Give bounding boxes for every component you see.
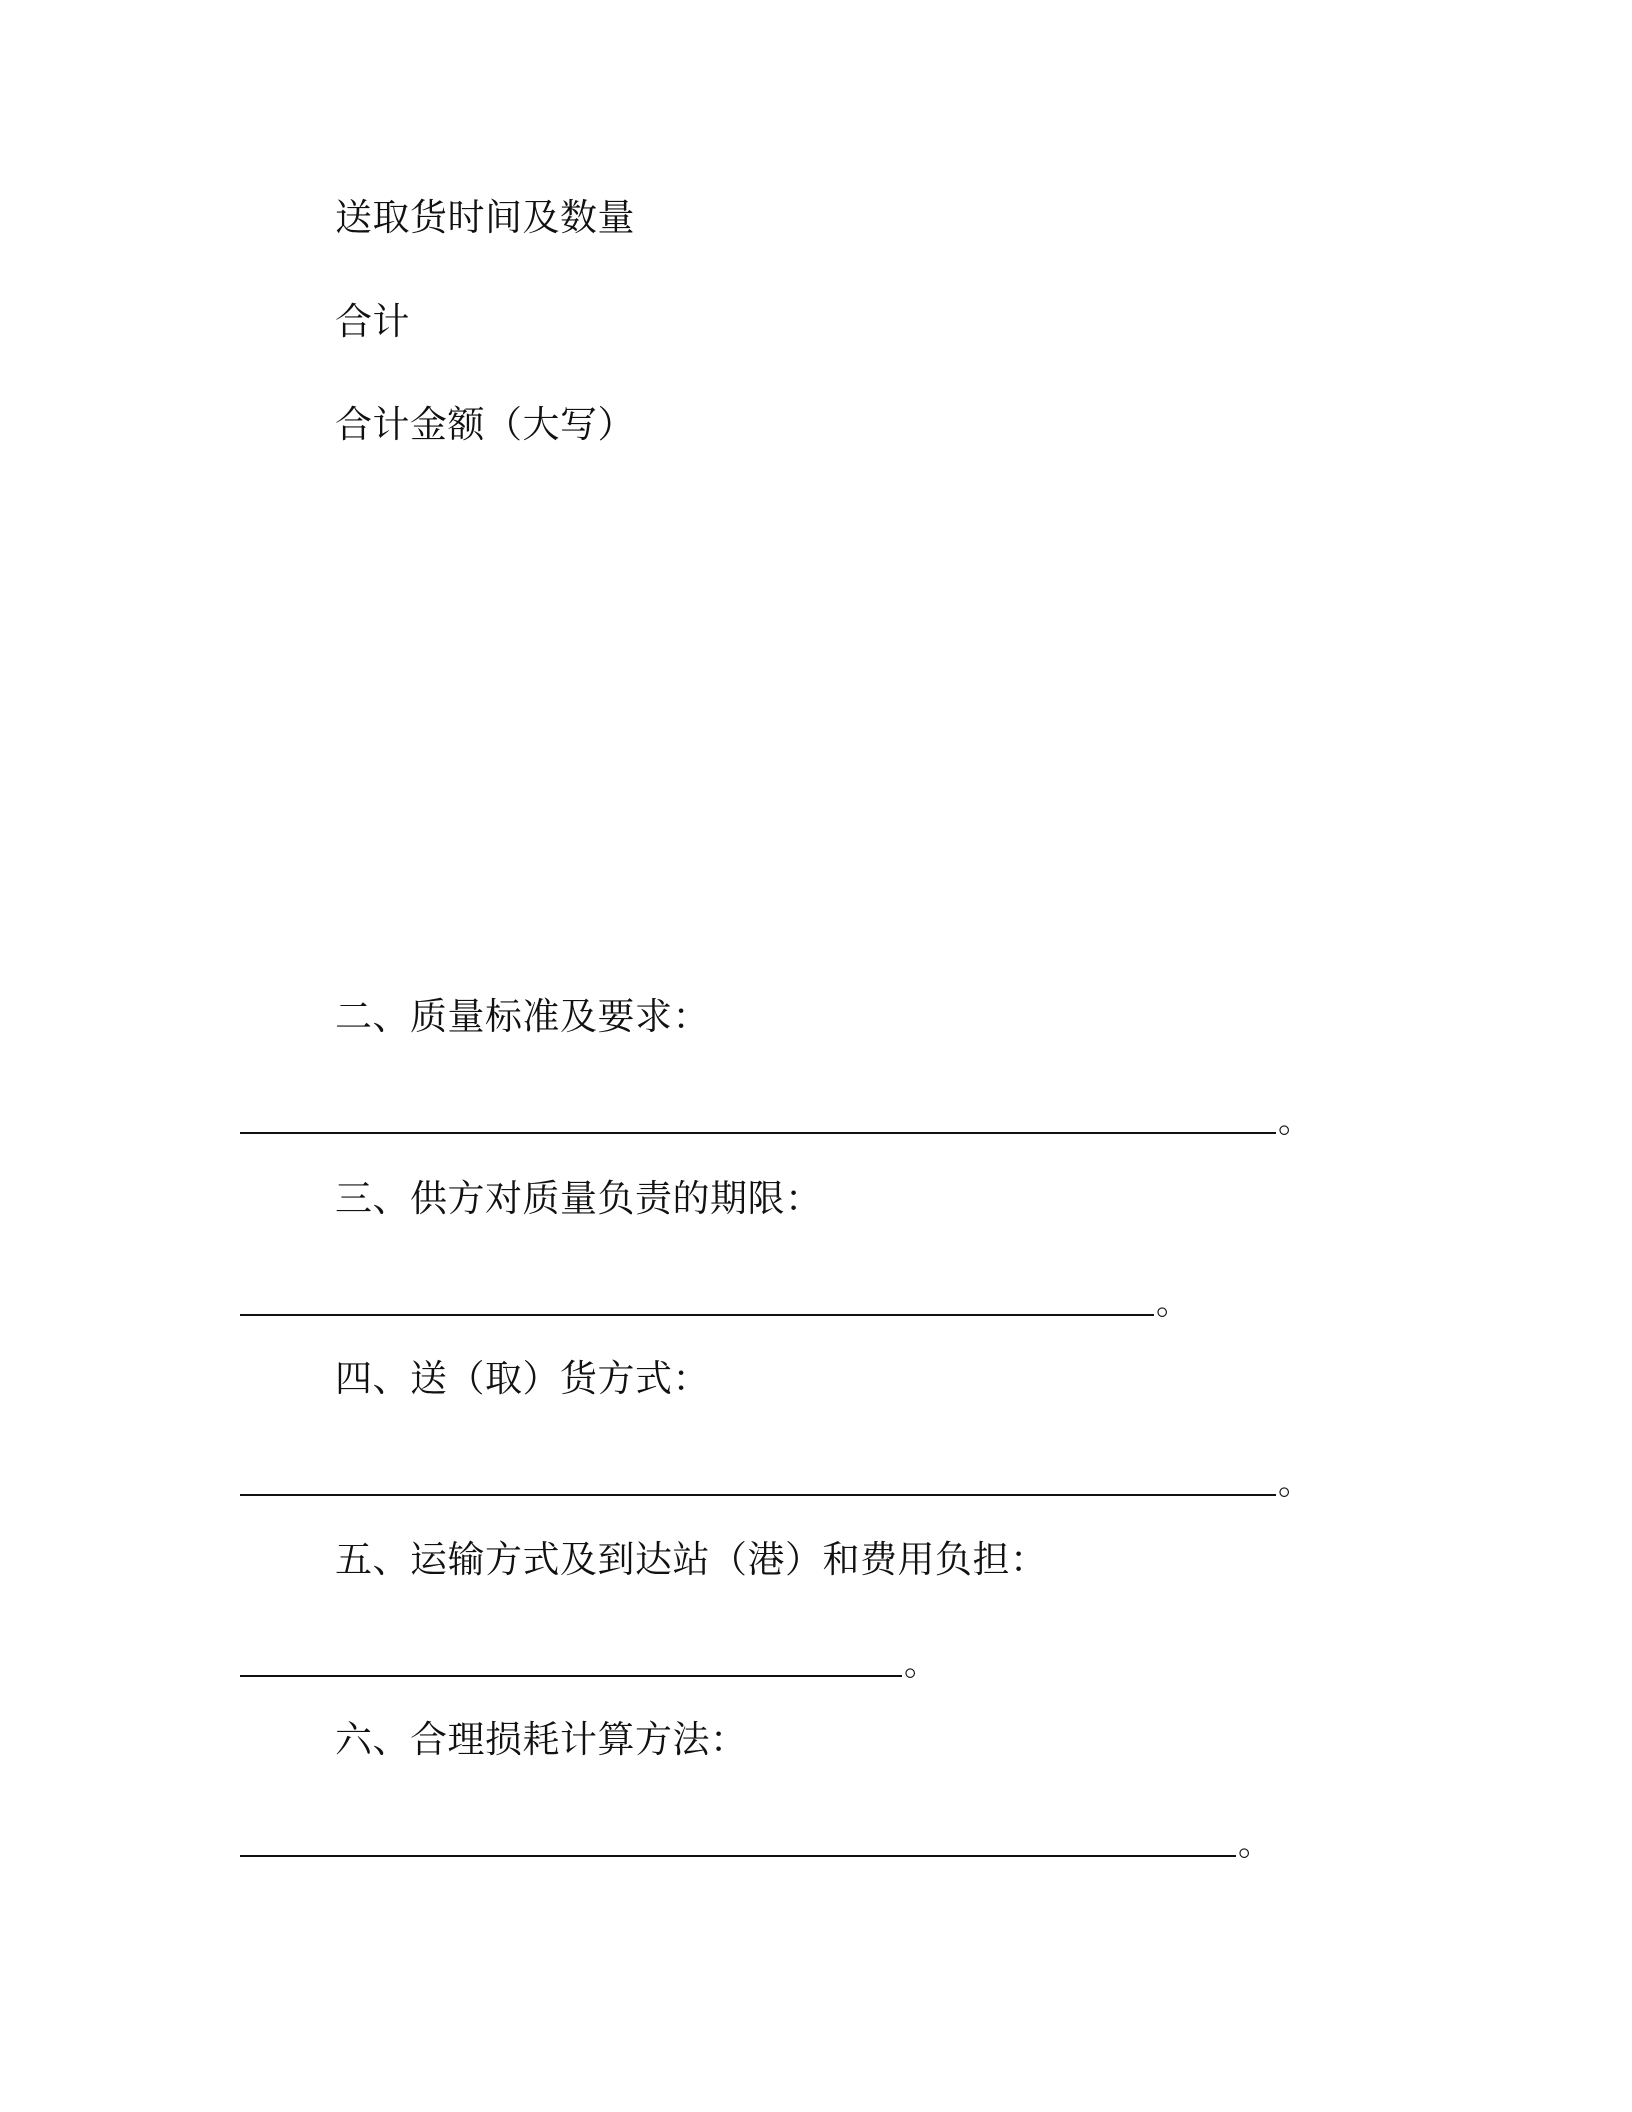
fill-in-blank-line[interactable] (240, 1464, 1276, 1496)
fill-in-blank-line[interactable] (240, 1102, 1276, 1134)
section-heading-quality-liability-period: 三、供方对质量负责的期限： (335, 1177, 823, 1220)
end-mark: 。 (1278, 1463, 1312, 1503)
section-heading-loss-calculation: 六、合理损耗计算方法： (335, 1718, 748, 1761)
end-mark: 。 (904, 1644, 938, 1684)
fill-in-blank-line[interactable] (240, 1645, 902, 1677)
section-heading-quality-standards: 二、质量标准及要求： (335, 995, 710, 1038)
fill-in-row-quality-standards (240, 1090, 1312, 1141)
field-total-amount-uppercase: 合计金额（大写） (335, 403, 635, 446)
field-delivery-time-quantity: 送取货时间及数量 (335, 196, 635, 239)
end-mark: 。 (1156, 1283, 1190, 1323)
fill-in-row-delivery-method (240, 1452, 1312, 1503)
section-heading-transport-and-costs: 五、运输方式及到达站（港）和费用负担： (335, 1538, 1048, 1581)
field-total: 合计 (335, 300, 410, 343)
section-heading-delivery-method: 四、送（取）货方式： (335, 1357, 710, 1400)
fill-in-row-quality-liability-period (240, 1272, 1190, 1323)
fill-in-row-transport-and-costs (240, 1633, 938, 1684)
fill-in-row-loss-calculation (240, 1813, 1272, 1864)
end-mark: 。 (1278, 1101, 1312, 1141)
end-mark: 。 (1238, 1824, 1272, 1864)
fill-in-blank-line[interactable] (240, 1284, 1154, 1316)
fill-in-blank-line[interactable] (240, 1825, 1236, 1857)
